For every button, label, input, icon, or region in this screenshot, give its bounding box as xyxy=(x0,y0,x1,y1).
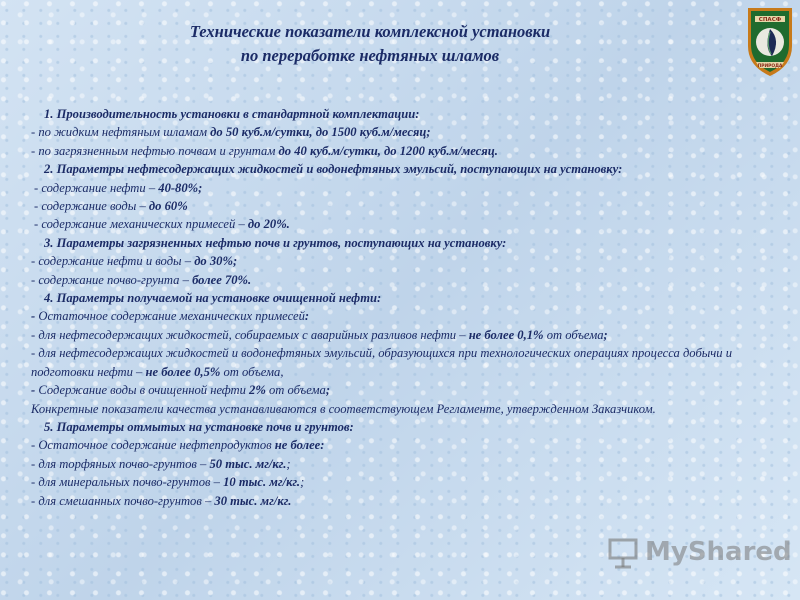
section-3-line-1: - содержание нефти и воды – до 30%; xyxy=(31,254,238,269)
section-5-line-1: - Остаточное содержание нефтепродуктов не более: xyxy=(31,438,325,453)
section-5-line-3: - для минеральных почво-грунтов – 10 тыс. мг/кг.; xyxy=(31,475,305,490)
section-4-line-2: - для нефтесодержащих жидкостей, собираемых с аварийных разливов нефти – не более 0,1% от объема; xyxy=(31,327,608,342)
spas-emblem-icon xyxy=(744,2,796,78)
title-line-1: Технические показатели комплексной установки xyxy=(189,22,551,41)
title-line-2: по переработке нефтяных шламов xyxy=(240,46,500,65)
section-2-line-1: - содержание нефти – 40-80%; xyxy=(34,180,203,195)
section-5-heading: 5. Параметры отмытых на установке почв и грунтов: xyxy=(44,419,354,434)
section-4-line-1: - Остаточное содержание механических примесей: xyxy=(31,309,310,324)
section-2-line-3: - содержание механических примесей – до 20%. xyxy=(34,217,290,232)
section-4-note: Конкретные показатели качества устанавливаются в соответствующем Регламенте, утвержденном Заказчиком. xyxy=(31,401,656,416)
section-3-heading: 3. Параметры загрязненных нефтью почв и грунтов, поступающих на установку: xyxy=(44,235,507,250)
section-1-line-2: - по загрязненным нефтью почвам и грунтам до 40 куб.м/сутки, до 1200 куб.м/месяц. xyxy=(31,143,498,158)
section-1-line-1: - по жидким нефтяным шламам до 50 куб.м/сутки, до 1500 куб.м/месяц; xyxy=(31,125,431,140)
section-3-line-2: - содержание почво-грунта – более 70%. xyxy=(31,272,252,287)
section-5-line-4: - для смешанных почво-грунтов – 30 тыс. мг/кг. xyxy=(31,493,292,508)
section-2-line-2: - содержание воды – до 60% xyxy=(34,199,188,214)
section-4-line-3: - для нефтесодержащих жидкостей и водонефтяных эмульсий, образующихся при технологических операциях процесса добычи и подготовки нефти – не более 0,5% от объема, xyxy=(31,346,733,379)
section-2-heading: 2. Параметры нефтесодержащих жидкостей и водонефтяных эмульсий, поступающих на установку: xyxy=(44,162,623,177)
presentation-board-icon xyxy=(607,537,639,569)
watermark xyxy=(607,535,792,575)
document-body xyxy=(31,105,776,510)
page-title xyxy=(100,20,640,68)
section-1-heading: 1. Производительность установки в стандартной комплектации: xyxy=(44,107,420,121)
section-4-line-4: - Содержание воды в очищенной нефти 2% от объема; xyxy=(31,383,331,398)
section-5-line-2: - для торфяных почво-грунтов – 50 тыс. мг/кг.; xyxy=(31,456,291,471)
watermark-text: MyShared xyxy=(645,537,792,567)
logo-text-top: СПАСФ xyxy=(758,17,782,23)
logo-text-bottom: ПРИРОДА xyxy=(757,63,783,69)
section-4-heading: 4. Параметры получаемой на установке очищенной нефти: xyxy=(44,291,382,306)
